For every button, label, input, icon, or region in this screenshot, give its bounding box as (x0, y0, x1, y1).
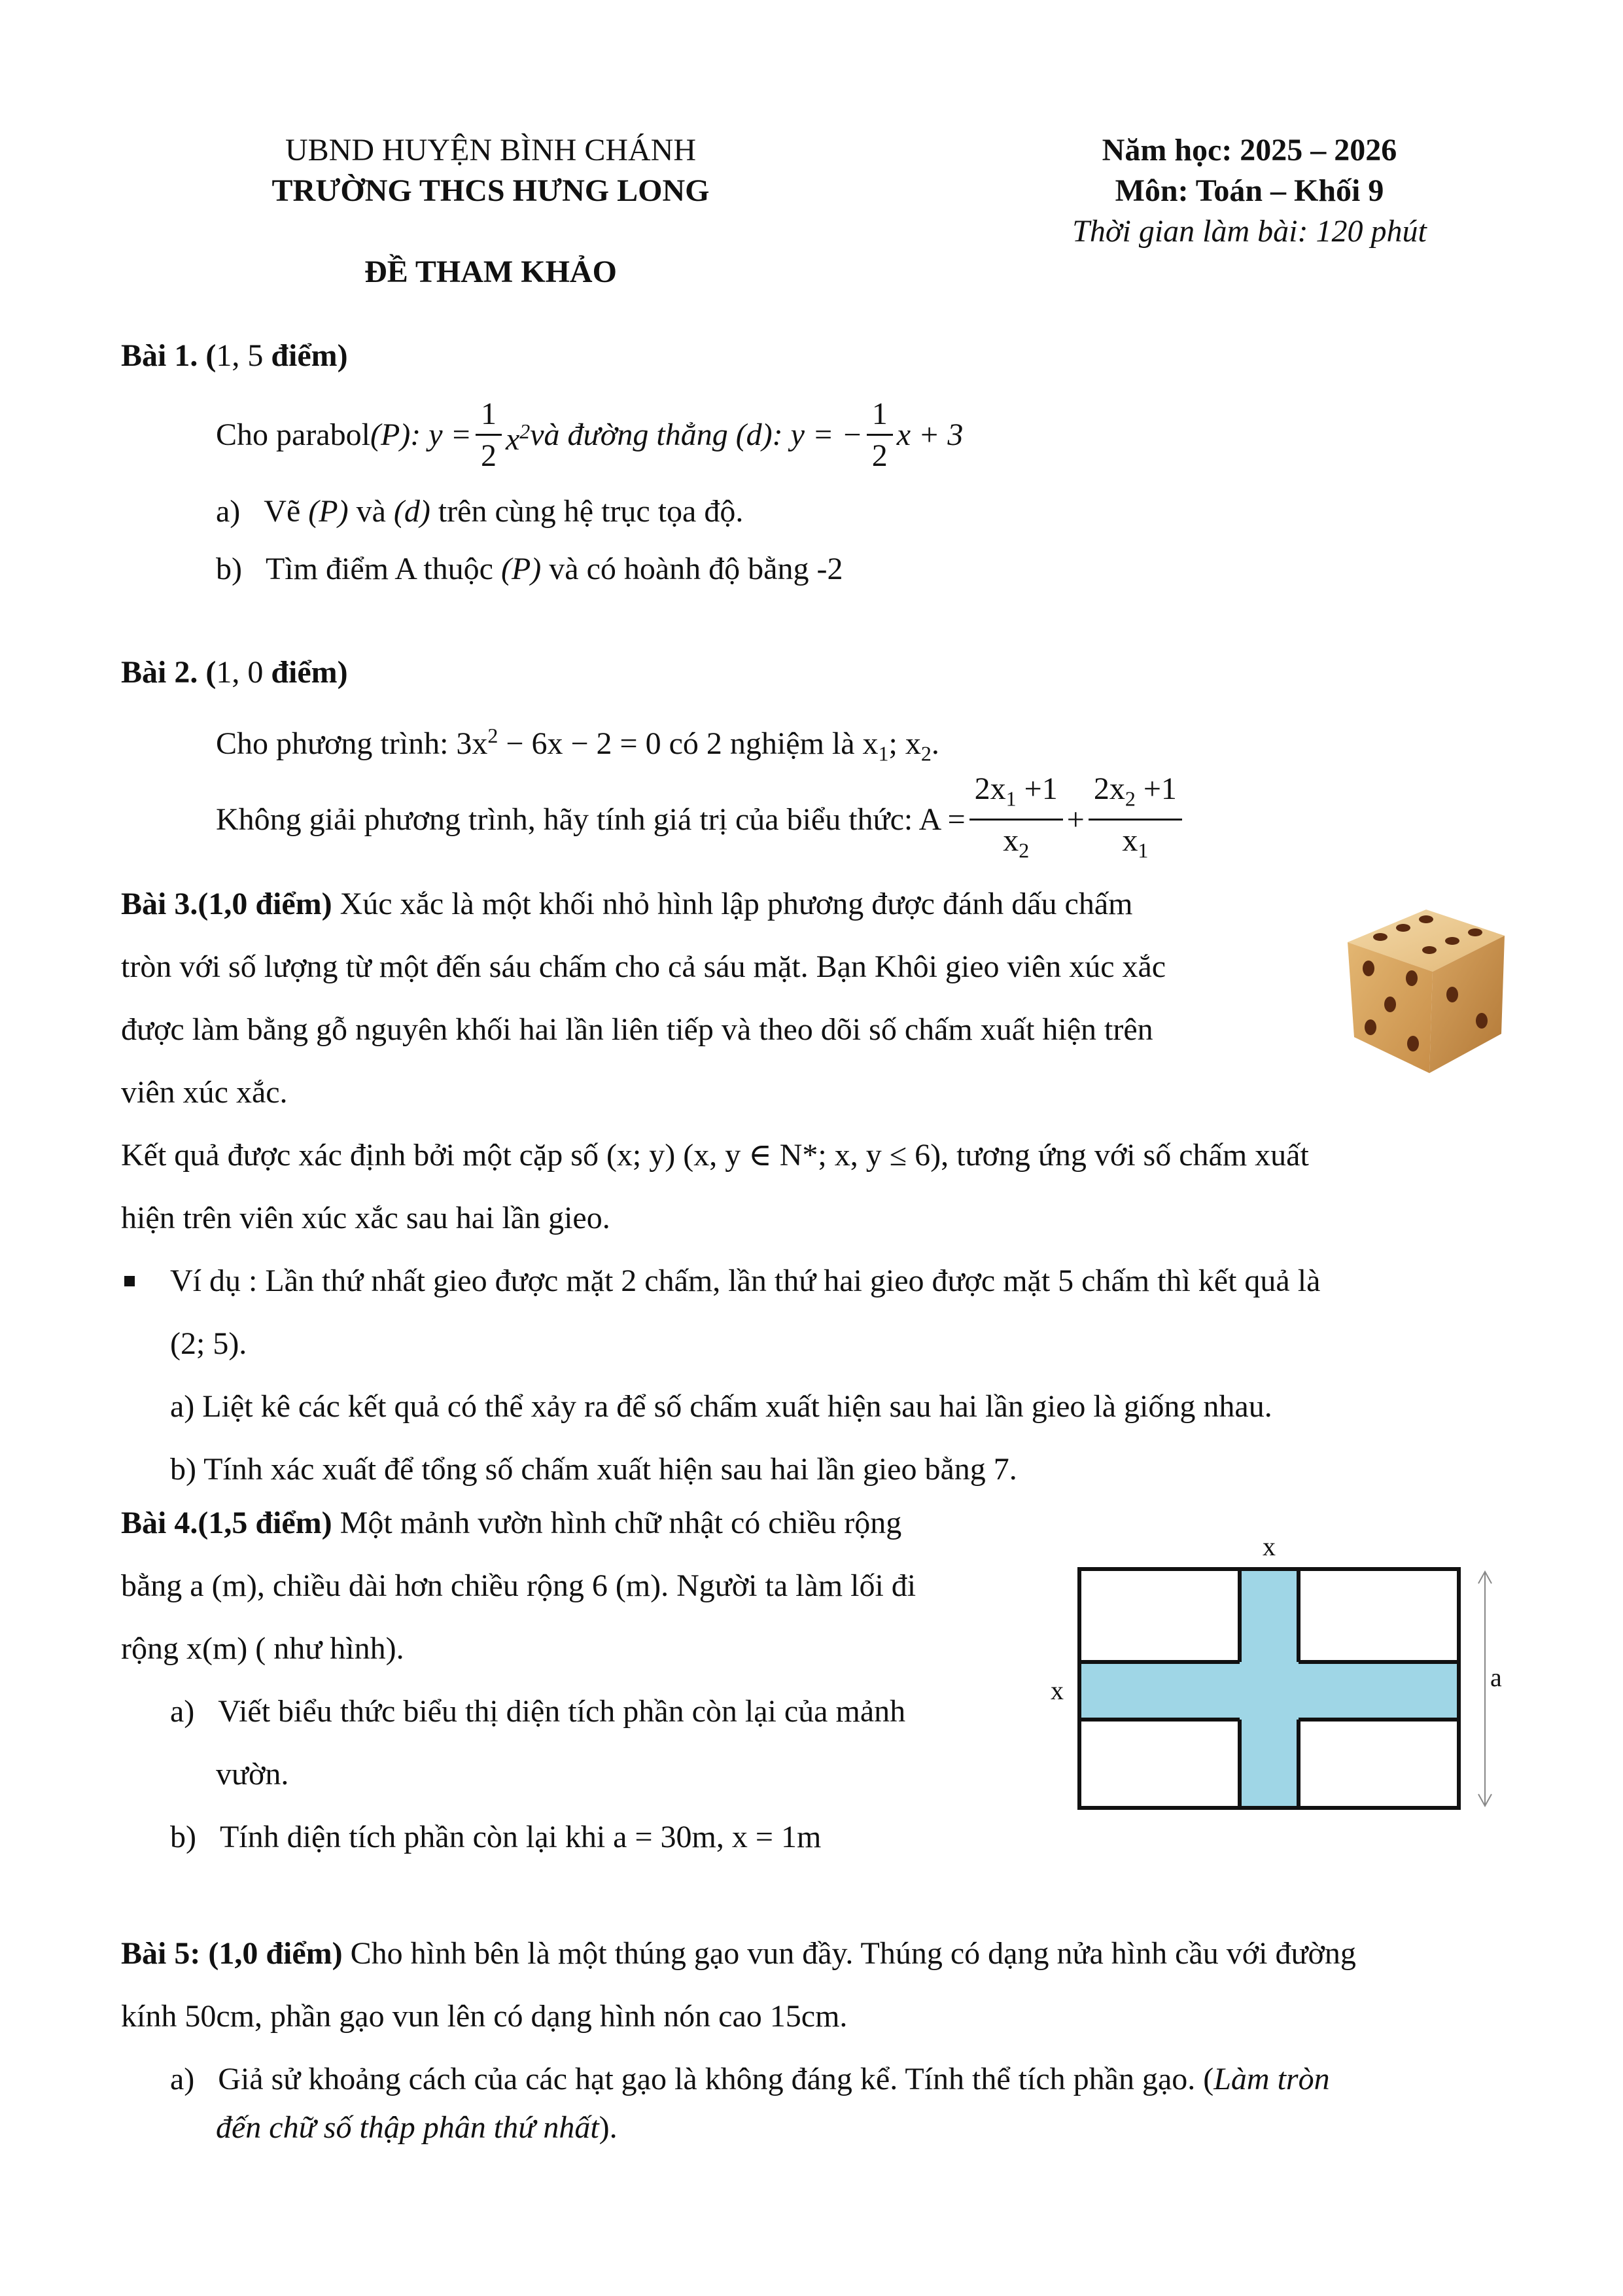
bai2-frac-1: $\frac{2x_1 +1}{x_2}$ (969, 769, 1063, 870)
header-right-line2: Môn: Toán – Khối 9 (1115, 173, 1384, 208)
bai4-line2: bằng a (m), chiều dài hơn chiều rộng 6 (m). Người ta làm lối đi (121, 1568, 916, 1603)
bai1-title (121, 336, 348, 376)
bai4-line1: Bài 4.(1,5 điểm) Một mảnh vườn hình chữ nhật có chiều rộng (121, 1506, 902, 1540)
bai3-line3: được làm bằng gỗ nguyên khối hai lần liên tiếp và theo dõi số chấm xuất hiện trên (121, 1012, 1153, 1047)
bai1-label: Bài 1. ( (121, 338, 217, 373)
bai5-line2: kính 50cm, phần gạo vun lên có dạng hình nón cao 15cm. (121, 1999, 848, 2034)
header-right-line1: Năm học: 2025 – 2026 (1102, 133, 1397, 168)
bai1-intro-p: (P) (370, 417, 411, 452)
bai1-intro-mid: và đường thẳng (d): y = − (530, 417, 863, 452)
bai3-line4: viên xúc xắc. (121, 1075, 288, 1110)
bai5-line1: Bài 5: (1,0 điểm) Cho hình bên là một thúng gạo vun đầy. Thúng có dạng nửa hình cầu với đường (121, 1936, 1356, 1971)
bai3-b: b) Tính xác xuất để tổng số chấm xuất hiện sau hai lần gieo bằng 7. (170, 1452, 1017, 1487)
bai4-a1: a) Viết biểu thức biểu thị diện tích phần còn lại của mảnh (170, 1694, 906, 1729)
bai2-line1: Cho phương trình: $3x^2 - 6x - 2 = 0$ có 2 nghiệm là $x_1$; $x_2$. (216, 724, 939, 766)
fig-label-a: a (1490, 1663, 1502, 1692)
bai4-a2: vườn. (216, 1757, 289, 1792)
bai3-line6: hiện trên viên xúc xắc sau hai lần gieo. (121, 1201, 610, 1235)
bai3-example1: Ví dụ : Lần thứ nhất gieo được mặt 2 chấm, lần thứ hai gieo được mặt 5 chấm thì kết quả là (170, 1263, 1321, 1298)
bai1-x2: $x^2$ (505, 419, 531, 457)
bai4-b: b) Tính diện tích phần còn lại khi a = 30m, x = 1m (170, 1820, 822, 1854)
garden-figure (1040, 1525, 1524, 1832)
fig-label-x-top: x (1263, 1532, 1276, 1561)
fig-label-x-left: x (1051, 1676, 1064, 1705)
header-right-line3: Thời gian làm bài: 120 phút (1072, 214, 1427, 249)
bai5-a2: đến chữ số thập phân thứ nhất). (216, 2110, 618, 2145)
bai4-line3: rộng x(m) ( như hình). (121, 1631, 404, 1666)
bai1-points-unit: điểm) (263, 338, 348, 373)
bai1-frac-2: $\frac{1}{2}$ (867, 395, 893, 476)
header-left-line2: TRƯỜNG THCS HƯNG LONG (271, 173, 710, 208)
bai2-title: Bài 2. (1, 0 điểm) (121, 655, 348, 690)
bai3-example2: (2; 5). (170, 1326, 247, 1361)
bai1-intro-end: x + 3 (896, 417, 964, 452)
bai3-line1: Bài 3.(1,0 điểm) Xúc xắc là một khối nhỏ hình lập phương được đánh dấu chấm (121, 887, 1133, 921)
bai1-b: b) Tìm điểm A thuộc (P) và có hoành độ bằng -2 (216, 552, 843, 586)
bai1-intro-a: Cho parabol (216, 417, 370, 452)
bai3-line5: Kết quả được xác định bởi một cặp số (x; y) (x, y ∈ N*; x, y ≤ 6), tương ứng với số chấm xuất (121, 1138, 1309, 1173)
garden-path-horizontal (1079, 1662, 1459, 1720)
bai3-bullet (124, 1276, 135, 1286)
bai5-a1: a) Giả sử khoảng cách của các hạt gạo là không đáng kể. Tính thể tích phần gạo. (Làm tròn (170, 2062, 1330, 2096)
header-left-line1: UBND HUYỆN BÌNH CHÁNH (285, 133, 696, 168)
bai2-frac-2: $\frac{2x_2 +1}{x_1}$ (1089, 769, 1182, 870)
bai3-a: a) Liệt kê các kết quả có thể xảy ra để số chấm xuất hiện sau hai lần gieo là giống nhau. (170, 1389, 1272, 1424)
bai1-intro (216, 386, 963, 484)
bai1-points: 1, 5 (216, 338, 264, 373)
bai2-line2: Không giải phương trình, hãy tính giá trị của biểu thức: A = $\frac{2x_1 +1}{x_2}$ + $\frac{2x_2 +1}{x_1}$ (216, 771, 1186, 869)
exam-title: ĐỀ THAM KHẢO (364, 255, 617, 289)
bai1-a: a) Vẽ (P) và (d) trên cùng hệ trục tọa độ. (216, 494, 744, 529)
bai1-intro-colon: : y = (410, 417, 472, 452)
bai1-frac-1: $\frac{1}{2}$ (476, 395, 502, 476)
dice-image (1335, 896, 1518, 1080)
bai3-line2: tròn với số lượng từ một đến sáu chấm cho cả sáu mặt. Bạn Khôi gieo viên xúc xắc (121, 949, 1166, 984)
